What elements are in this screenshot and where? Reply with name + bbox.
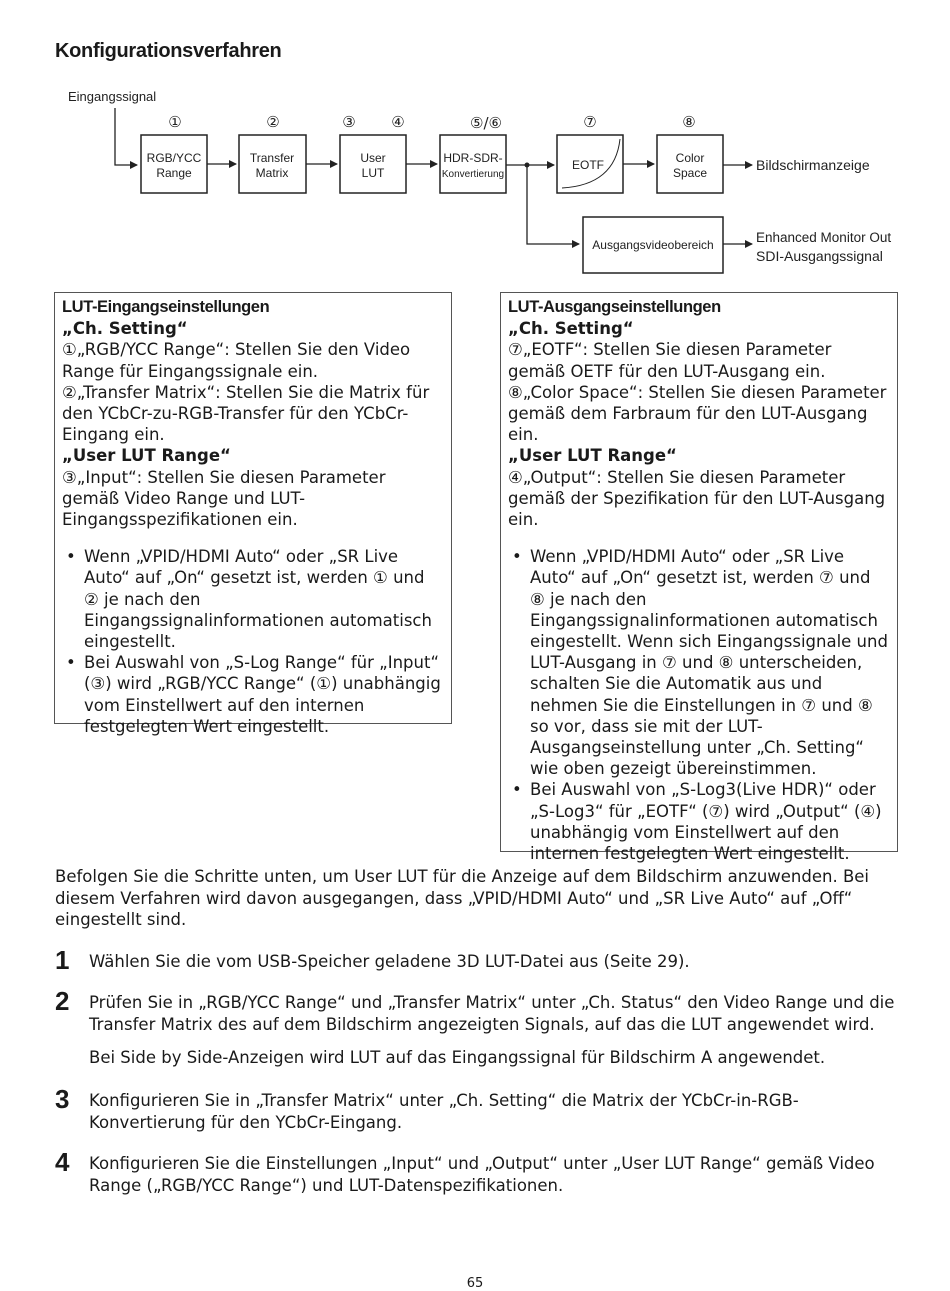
- step-1: [55, 945, 905, 975]
- panel-subheading: „User LUT Range“: [508, 446, 677, 466]
- page-number: 65: [466, 1276, 484, 1291]
- step-number-1: ①: [168, 113, 182, 131]
- sdi-output-label: SDI-Ausgangssignal: [756, 248, 883, 264]
- panel-subheading: „Ch. Setting“: [508, 319, 634, 339]
- svg-text:Matrix: Matrix: [255, 166, 289, 180]
- step-number-4: ④: [391, 113, 405, 131]
- svg-text:Transfer: Transfer: [249, 151, 295, 165]
- panel-title: LUT-Eingangseinstellungen: [62, 298, 270, 316]
- svg-text:Space: Space: [672, 166, 708, 180]
- list-item: • Bei Auswahl von „S-Log Range“ für „Input“ (③) wird „RGB/YCC Range“ (①) unabhängig vom Einstellwert auf den internen festgelegten Wert eingestellt.: [62, 652, 444, 737]
- panel-subheading: „Ch. Setting“: [62, 319, 188, 339]
- signal-flow-diagram: [0, 0, 950, 285]
- input-signal-label: Eingangssignal: [68, 89, 157, 104]
- svg-text:EOTF: EOTF: [572, 158, 604, 172]
- panel-paragraph: ③„Input“: Stellen Sie diesen Parameter gemäß Video Range und LUT-Eingangsspezifikationen ein.: [62, 467, 386, 530]
- panel-notes: [62, 546, 444, 737]
- panel-title: LUT-Ausgangseinstellungen: [508, 298, 721, 316]
- step-number-7: ⑦: [583, 113, 597, 131]
- svg-text:Color: Color: [675, 151, 705, 165]
- step-text: Prüfen Sie in „RGB/YCC Range“ und „Transfer Matrix“ unter „Ch. Status“ den Video Range und die Transfer Matrix des auf dem Bildschirm angezeigten Signals, auf das die LUT angewendet wird.: [89, 993, 895, 1034]
- step-number: 1: [55, 945, 70, 975]
- step-note: Bei Side by Side-Anzeigen wird LUT auf das Eingangssignal für Bildschirm A angewendet.: [89, 1048, 826, 1067]
- step-number: 3: [55, 1084, 70, 1114]
- step-4: [55, 1147, 905, 1196]
- list-item: • Wenn „VPID/HDMI Auto“ oder „SR Live Auto“ auf „On“ gesetzt ist, werden ① und ② je nach den Eingangssignalinformationen automatisch eingestellt.: [62, 546, 444, 652]
- lut-output-settings-panel: [500, 292, 898, 864]
- svg-text:LUT: LUT: [361, 166, 385, 180]
- lut-input-settings-panel: [54, 292, 452, 736]
- intro-paragraph: Befolgen Sie die Schritte unten, um User LUT für die Anzeige auf dem Bildschirm anzuwenden. Bei diesem Verfahren wird davon ausgegangen, dass „VPID/HDMI Auto“ und „SR Live Auto“ auf „Off“ eingestellt sind.: [55, 867, 870, 929]
- panel-paragraph: ⑧„Color Space“: Stellen Sie diesen Parameter gemäß dem Farbraum für den LUT-Ausgang ein.: [508, 382, 887, 445]
- enhanced-monitor-out-label: Enhanced Monitor Out: [756, 230, 892, 245]
- list-item: • Bei Auswahl von „S-Log3(Live HDR)“ oder „S-Log3“ für „EOTF“ (⑦) wird „Output“ (④) unabhängig vom Einstellwert auf den internen festgelegten Wert eingestellt.: [508, 779, 890, 864]
- step-number-2: ②: [266, 113, 280, 131]
- panel-subheading: „User LUT Range“: [62, 446, 231, 466]
- svg-text:User: User: [360, 151, 386, 165]
- step-number: 4: [55, 1147, 70, 1177]
- svg-text:RGB/YCC: RGB/YCC: [146, 151, 202, 165]
- page-heading: Konfigurationsverfahren: [55, 40, 282, 62]
- svg-text:Ausgangsvideobereich: Ausgangsvideobereich: [592, 238, 714, 252]
- step-text: Wählen Sie die vom USB-Speicher geladene 3D LUT-Datei aus (Seite 29).: [89, 952, 690, 971]
- svg-text:HDR-SDR-: HDR-SDR-: [443, 151, 503, 165]
- panel-notes: [508, 546, 890, 864]
- svg-text:Range: Range: [156, 166, 192, 180]
- panel-paragraph: ①„RGB/YCC Range“: Stellen Sie den Video Range für Eingangssignale ein.: [62, 340, 411, 381]
- step-number-3: ③: [342, 113, 356, 131]
- list-item: • Wenn „VPID/HDMI Auto“ oder „SR Live Auto“ auf „On“ gesetzt ist, werden ⑦ und ⑧ je nach den Eingangssignalinformationen automatisch eingestellt. Wenn sich Eingangssignale und LUT-Ausgang in ⑦ und ⑧ unterscheiden, schalten Sie die Automatik aus und nehmen Sie die Einstellungen in ⑦ und ⑧ so vor, dass sie mit der LUT-Ausgangseinstellung unter „Ch. Setting“ wie oben gezeigt übereinstimmen.: [508, 546, 890, 779]
- step-2: [55, 986, 905, 1069]
- step-text: Konfigurieren Sie die Einstellungen „Input“ und „Output“ unter „User LUT Range“ gemäß Video Range („RGB/YCC Range“) und LUT-Datenspezifikationen.: [89, 1154, 875, 1195]
- display-output-label: Bildschirmanzeige: [756, 157, 870, 173]
- step-number: 2: [55, 986, 70, 1016]
- step-number-5-6: ⑤/⑥: [470, 114, 502, 132]
- svg-text:Konvertierung: Konvertierung: [441, 169, 505, 180]
- panel-paragraph: ②„Transfer Matrix“: Stellen Sie die Matrix für den YCbCr-zu-RGB-Transfer für den YCbCr-Eingang ein.: [62, 382, 430, 445]
- panel-paragraph: ⑦„EOTF“: Stellen Sie diesen Parameter gemäß OETF für den LUT-Ausgang ein.: [508, 340, 832, 381]
- step-3: [55, 1084, 905, 1133]
- step-number-8: ⑧: [682, 113, 696, 131]
- step-text: Konfigurieren Sie in „Transfer Matrix“ unter „Ch. Setting“ die Matrix der YCbCr-in-RGB-Konvertierung für den YCbCr-Eingang.: [89, 1091, 799, 1132]
- panel-paragraph: ④„Output“: Stellen Sie diesen Parameter gemäß der Spezifikation für den LUT-Ausgang ein.: [508, 467, 886, 530]
